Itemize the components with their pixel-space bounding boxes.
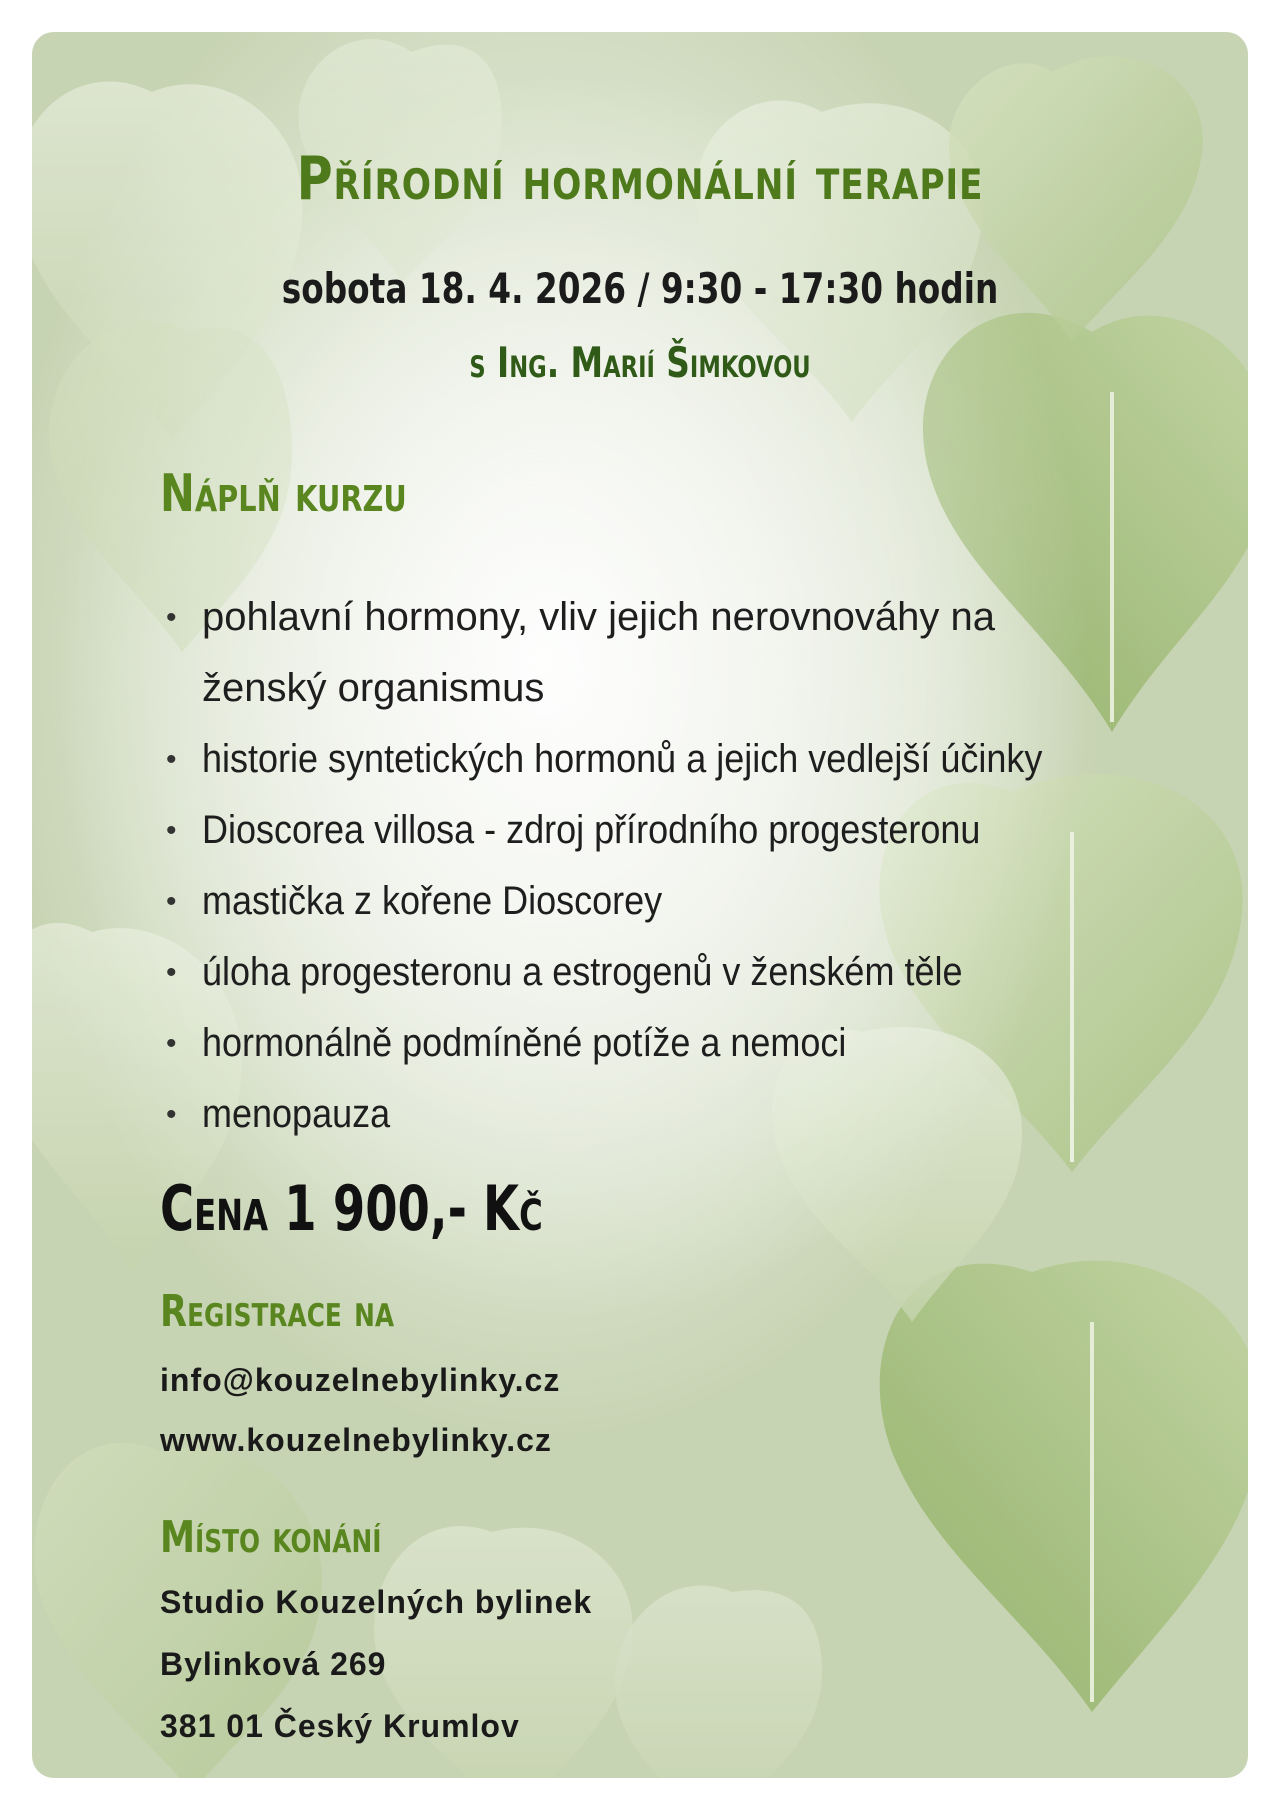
website-link[interactable]: www.kouzelnebylinky.cz xyxy=(160,1422,552,1458)
bullet-icon: • xyxy=(166,1098,177,1131)
email-link[interactable]: info@kouzelnebylinky.cz xyxy=(160,1362,561,1398)
course-price: Cena 1 900,- Kč xyxy=(160,1172,543,1245)
content-heading: Náplň kurzu xyxy=(160,464,407,524)
venue-city: 381 01 Český Krumlov xyxy=(160,1708,520,1744)
venue-heading: Místo konání xyxy=(160,1512,382,1563)
poster-content xyxy=(32,32,1248,1778)
list-item: • mastička z kořene Dioscorey xyxy=(160,866,1200,937)
list-item: • pohlavní hormony, vliv jejich nerovnováhy na ženský organismus xyxy=(160,582,1200,724)
event-title: Přírodní hormonální terapie xyxy=(296,144,984,214)
topics-list xyxy=(160,582,1200,1150)
list-item: • úloha progesteronu a estrogenů v ženském těle xyxy=(160,937,1200,1008)
venue-name: Studio Kouzelných bylinek xyxy=(160,1584,593,1620)
bullet-icon: • xyxy=(166,1027,177,1060)
bullet-icon: • xyxy=(166,885,177,918)
registration-heading: Registrace na xyxy=(160,1286,395,1337)
lecturer-name: s Ing. Marií Šimkovou xyxy=(469,338,811,387)
poster xyxy=(32,32,1248,1778)
list-item: • hormonálně podmíněné potíže a nemoci xyxy=(160,1008,1200,1079)
bullet-icon: • xyxy=(166,956,177,989)
bullet-icon: • xyxy=(166,743,177,776)
list-item: • Dioscorea villosa - zdroj přírodního progesteronu xyxy=(160,795,1200,866)
venue-street: Bylinková 269 xyxy=(160,1646,387,1682)
list-item: • menopauza xyxy=(160,1079,1200,1150)
event-date: sobota 18. 4. 2026 / 9:30 - 17:30 hodin xyxy=(281,264,999,313)
bullet-icon: • xyxy=(166,814,177,847)
list-item: • historie syntetických hormonů a jejich vedlejší účinky xyxy=(160,724,1200,795)
bullet-icon: • xyxy=(166,601,177,634)
